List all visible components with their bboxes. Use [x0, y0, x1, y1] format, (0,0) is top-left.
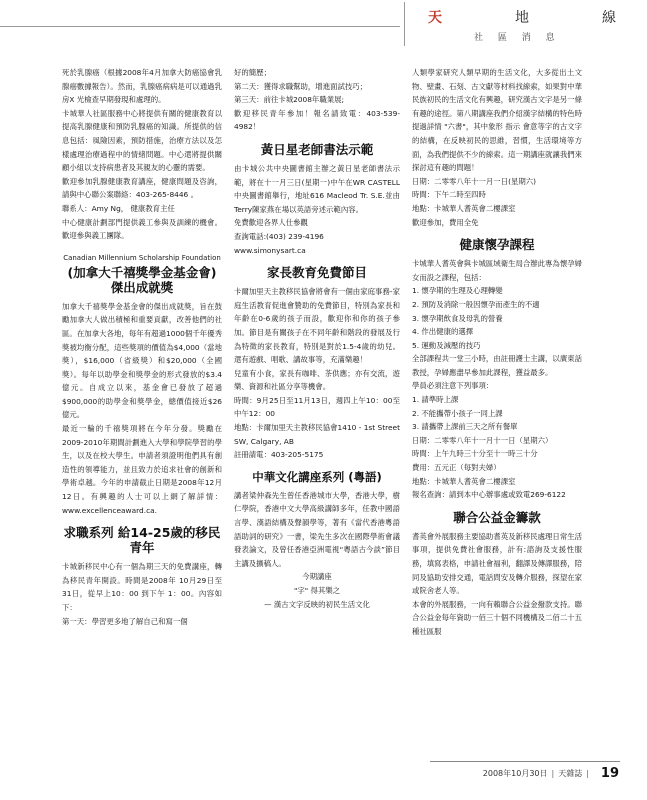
masthead-divider — [404, 2, 405, 46]
article-heading: 家長教育免費節目 — [266, 265, 367, 281]
footer-separator: | — [586, 768, 589, 778]
footer-separator: | — [551, 768, 555, 778]
article-heading: 健康懷孕課程 — [459, 237, 535, 253]
paragraph: 註冊請電：403-205-5175 — [234, 450, 324, 460]
paragraph: 日期：二零零八年十一月一日(星期六) — [412, 176, 537, 186]
lecture-label: 今期講座 — [302, 572, 332, 582]
lecture-subtitle: — 漢古文字反映的初民生活文化 — [264, 599, 370, 609]
paragraph: 地點：卡城華人耆英會二樓課室 — [412, 476, 516, 486]
paragraph: 第一天：學習更多地了解自己和寫一個 — [62, 616, 188, 626]
column-2 — [234, 66, 400, 611]
list-item: 1. 請準時上課 — [412, 395, 459, 405]
paragraph: 費用：五元正（每對夫婦） — [412, 463, 501, 473]
paragraph: 全部課程共一堂三小時，由註冊護士主講，以廣東話教授，孕婦應盡早參加此課程，獲益最多。 — [412, 354, 582, 377]
article-heading-english: Canadian Millennium Scholarship Foundation — [63, 253, 221, 262]
footer-rule — [430, 761, 620, 762]
article-heading: 中華文化講座系列 (粵語) — [252, 469, 382, 484]
paragraph: 最近一輪的千禧獎項將在今年分發。獎勵在2009-2010年期間計劃進入大學和學院學習的學生，以及在校大學生。申請者須證明他們具有創造性的領導能力，並且致力於追求社會的創新和學術卓越。今年的申請截止日期是2008年12月12日。有興趣的人士可以上網了解詳情：www.excellenceaward.ca. — [62, 424, 222, 515]
column-1 — [62, 66, 222, 628]
paragraph: 講者梁仲森先生曾任香港城市大學，香港大學，樹仁學院，香港中文大學高級講師多年，任教中國語言學、漢語結構及聲韻學等，著有《當代香港粵語語助詞的研究》一書，梁先生多次在國際學術會議發表論文，及曾任香港亞洲電視“粵語古今談”節目主講及擴稿人。 — [234, 490, 400, 568]
paragraph: 第三天：前往卡城2008年職業展; — [234, 95, 344, 105]
paragraph: 日期：二零零八年十一月十一日（星期六） — [412, 435, 553, 445]
footer-publication: 天雜誌 — [558, 768, 583, 778]
list-item: 2. 預防及消除一般因懷孕而產生的不適 — [412, 299, 540, 309]
top-rule — [0, 26, 400, 27]
list-item: 4. 作出健康的選擇 — [412, 327, 474, 337]
masthead — [400, 0, 647, 50]
section-subtitle: 社 區 消 息 — [474, 33, 561, 43]
paragraph: 中心健康計劃部門提供義工參與及訓練的機會。歡迎參與義工團隊。 — [62, 217, 222, 241]
article-heading: 求職系列 給14-25歲的移民青年 — [63, 525, 221, 556]
paragraph: 本會的外展服務，一向有賴聯合公益金撥款支持。聯合公益金每年資助一佰三十個不同機構及二佰二十五種社區服 — [412, 599, 582, 636]
paragraph: 學員必須注意下列事項： — [412, 381, 494, 391]
paragraph: 卡城華人社區服務中心將提供有關的健康教育以提高乳腺健康和預防乳腺癌的知識。所提供的信息包括：風險因素，預防措施，治療方法以及怎樣處理治療過程中的情緒問題。中心還將提供關顧小組以支持病患者及其親友的心靈的需要。 — [62, 108, 222, 173]
paragraph: 卡城華人耆英會與卡城區域衛生局合辦此專為懷孕婦女而設之課程，包括： — [412, 259, 582, 282]
website-text: www.simonysart.ca — [234, 245, 306, 255]
list-item: 1. 懷孕期的生理及心理轉變 — [412, 286, 503, 296]
article-heading: 黃日星老師書法示範 — [260, 141, 374, 157]
footer-date: 2008年10月30日 — [482, 768, 548, 778]
lecture-title: "字" 得其樂之 — [293, 586, 341, 595]
paragraph: 歡迎參加乳腺健康教育講座，健康問題及咨詢，請與中心聯公案聯絡：403-265-8446 。 — [62, 176, 222, 200]
article-heading: (加拿大千禧獎學金基金會)傑出成就獎 — [67, 264, 217, 295]
list-item: 3. 懷孕期飲食及母乳的營養 — [412, 313, 503, 323]
section-title-char-1: 天 — [428, 10, 444, 26]
paragraph: 報名查詢：請到本中心辦事處或致電269-6122 — [412, 490, 566, 500]
paragraph: 免費歡迎各界人仕參觀 — [234, 218, 308, 228]
paragraph: 好的簡歷； — [234, 68, 271, 77]
paragraph: 人類學家研究人類早期的生活文化，大多從出土文物、壁畫、石刻、古文獻等材料找線索，如果對中華民族初民的生活文化有興趣，研究漢古文字是另一條有趣的途徑。第八期講座我們介紹漢字結構的特色時提過詳情 "六書"，其中象形 指示 會意等字的古文字的結構，在反映初民的思維，習慣，生活環境等方面，為我們提供不少的線索。這一期講座就讓我們來探討這有趣的問題！ — [412, 68, 582, 173]
article-heading: 聯合公益金籌款 — [453, 509, 541, 525]
paragraph: 地點：卡城華人耆英會二樓課室 — [412, 203, 516, 213]
section-title-char-2: 地 — [515, 10, 531, 26]
list-item: 3. 請攜帶上課前三天之所有餐單 — [412, 422, 518, 432]
paragraph: 時間：下午二時至四時 — [412, 190, 486, 200]
list-item: 2. 不能攜帶小孩子一同上課 — [412, 408, 503, 418]
paragraph: 時間：9月25日至11月13日，週四上午10：00至中午12：00 — [234, 395, 400, 419]
paragraph: 第二天：獲得求職幫助，增進面試技巧； — [234, 81, 368, 91]
paragraph: 兒童有小食，家長有咖啡、茶供應；亦有交流，遊樂、資源和社區分享等機會。 — [234, 368, 400, 392]
paragraph: 卡爾加里天主教移民協會將會有一個由家庭事務-家庭生活教育促進會贊助的免費節目，特別為家長和年齡在0-6歲的孩子而設，歡迎你和你的孩子參加。節目是有關孩子在不同年齡和階段的發展及行為特徵的家長教育，特別是對於1.5-4歲的幼兒。還有遊戲、唱歌、講故事等，充滿樂趣！ — [234, 287, 400, 365]
section-title-char-3: 線 — [602, 10, 618, 26]
list-item: 5. 運動及減壓的技巧 — [412, 340, 481, 350]
section-title — [428, 6, 618, 28]
phone-text: 查詢電話:(403) 239-4196 — [234, 231, 324, 241]
paragraph: 加拿大千禧獎學金基金會的傑出成就獎，旨在鼓勵加拿大人做出積極和重要貢獻，改善他們的社區。在加拿大各地，每年有超過1000個千年優秀獎被均衡分配，這些獎項的價值為$4,000（當地獎），$16,000（省級獎）和$20,000（全國獎）。每年以助學金和獎學金的形式發放的$3.4億元。自成立以來，基金會已發放了超過$900,000的助學金和獎學金，總價值接近$26億元。 — [62, 301, 222, 420]
paragraph: 歡迎參加，費用全免 — [412, 217, 479, 227]
paragraph: 時間：上午九時三十分至十一時三十分 — [412, 449, 538, 459]
paragraph: 地點：卡爾加里天主教移民協會1410 - 1st Street SW, Calgary, AB — [234, 423, 400, 446]
paragraph: 卡城新移民中心有一個為期三天的免費講座，轉為移民青年開設。時間是2008年 10月29日至31日，從早上10：00 到下午 1：00。內容如下： — [62, 562, 222, 612]
paragraph: 耆英會外展服務主要協助耆英及新移民處理日常生活事項，提供免費社會服務，計有:諮詢及支援性服務，填寫表格，申請社會福利，翻譯及傳譯服務，陪同及協助安排交通，電話問安及轉介服務，探望在家或院舍老人等。 — [412, 531, 582, 596]
paragraph: 聯系人：Amy Ng， 健康教育主任 — [62, 203, 175, 213]
paragraph: 死於乳腺癌（根據2008年4月加拿大防癌協會乳腺癌數據報告）。然而，乳腺癌病病是可以通過乳房X 光檢查早期發現和處理的。 — [62, 68, 222, 105]
page-footer — [483, 764, 619, 782]
page-number: 19 — [600, 765, 619, 781]
paragraph: 歡迎移民青年參加！報名請致電：403-539-4982！ — [234, 108, 400, 132]
paragraph: 由卡城公共中央圖書館主辦之黃日星老師書法示範，將在十一月三日(星期一)中午在WR CASTELL中央圖書館舉行，地址616 Macleod Tr. S.E.並由Terry陳家燕在場以英語旁述示範內容。 — [234, 163, 400, 214]
column-3 — [412, 66, 582, 639]
